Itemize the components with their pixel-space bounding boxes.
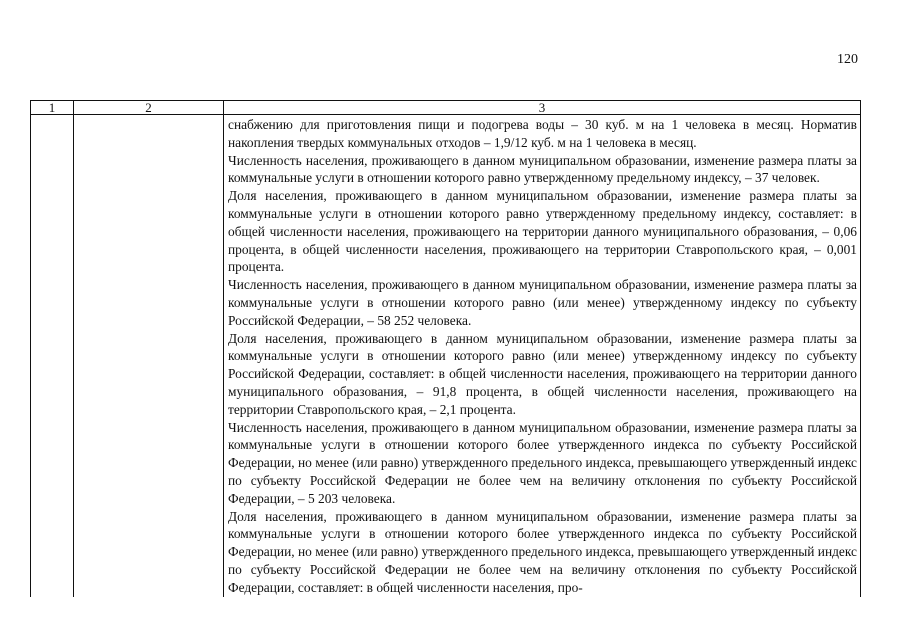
column-1-cell	[31, 115, 74, 597]
column-2-cell	[74, 115, 224, 597]
paragraph-3: Доля населения, проживающего в данном муниципальном образовании, изменение размера платы за коммунальные услуги в отношении которого равно утвержденному предельному индексу, составляет: в общей численности населения, проживающего на территории данного муниципального образования, – 0,06 процента, в общей численности населения, проживающего на территории Ставропольского края, – 0,001 процента.	[228, 188, 857, 275]
column-3-text-cell	[224, 115, 861, 597]
table-header-row	[31, 101, 861, 115]
page-number: 120	[837, 52, 858, 67]
paragraph-2: Численность населения, проживающего в данном муниципальном образовании, изменение размера платы за коммунальные услуги в отношении которого равно утвержденному предельному индексу, – 37 человек.	[228, 152, 857, 186]
column-header-2: 2	[74, 101, 224, 115]
paragraph-1: снабжению для приготовления пищи и подогрева воды – 30 куб. м на 1 человека в месяц. Норматив накопления твердых коммунальных отходов – 1,9/12 куб. м на 1 человека в месяц.	[228, 117, 857, 150]
paragraph-4: Численность населения, проживающего в данном муниципальном образовании, изменение размера платы за коммунальные услуги в отношении которого равно (или менее) утвержденному индексу по субъекту Российской Федерации, – 58 252 человека.	[228, 277, 857, 328]
column-header-3: 3	[224, 101, 861, 115]
paragraph-5: Доля населения, проживающего в данном муниципальном образовании, изменение размера платы за коммунальные услуги в отношении которого равно (или менее) утвержденному индексу по субъекту Российской Федерации, составляет: в общей численности населения, проживающего на территории данного муниципального образования, – 91,8 процента, в общей численности населения, проживающего на территории Ставропольского края, – 2,1 процента.	[228, 330, 857, 417]
paragraph-7: Доля населения, проживающего в данном муниципальном образовании, изменение размера платы за коммунальные услуги в отношении которого более утвержденного индекса по субъекту Российской Федерации, но менее (или равно) утвержденного предельного индекса, превышающего утвержденный индекс по субъекту Российской Федерации не более чем на величину отклонения по субъекту Российской Федерации, составляет: в общей численности населения, про-	[228, 508, 857, 595]
paragraph-6: Численность населения, проживающего в данном муниципальном образовании, изменение размера платы за коммунальные услуги в отношении которого более утвержденного индекса по субъекту Российской Федерации, но менее (или равно) утвержденного предельного индекса, превышающего утвержденный индекс по субъекту Российской Федерации не более чем на величину отклонения по субъекту Российской Федерации, – 5 203 человека.	[228, 419, 857, 506]
table-row	[31, 115, 861, 597]
document-table	[30, 100, 861, 597]
column-header-1: 1	[31, 101, 74, 115]
